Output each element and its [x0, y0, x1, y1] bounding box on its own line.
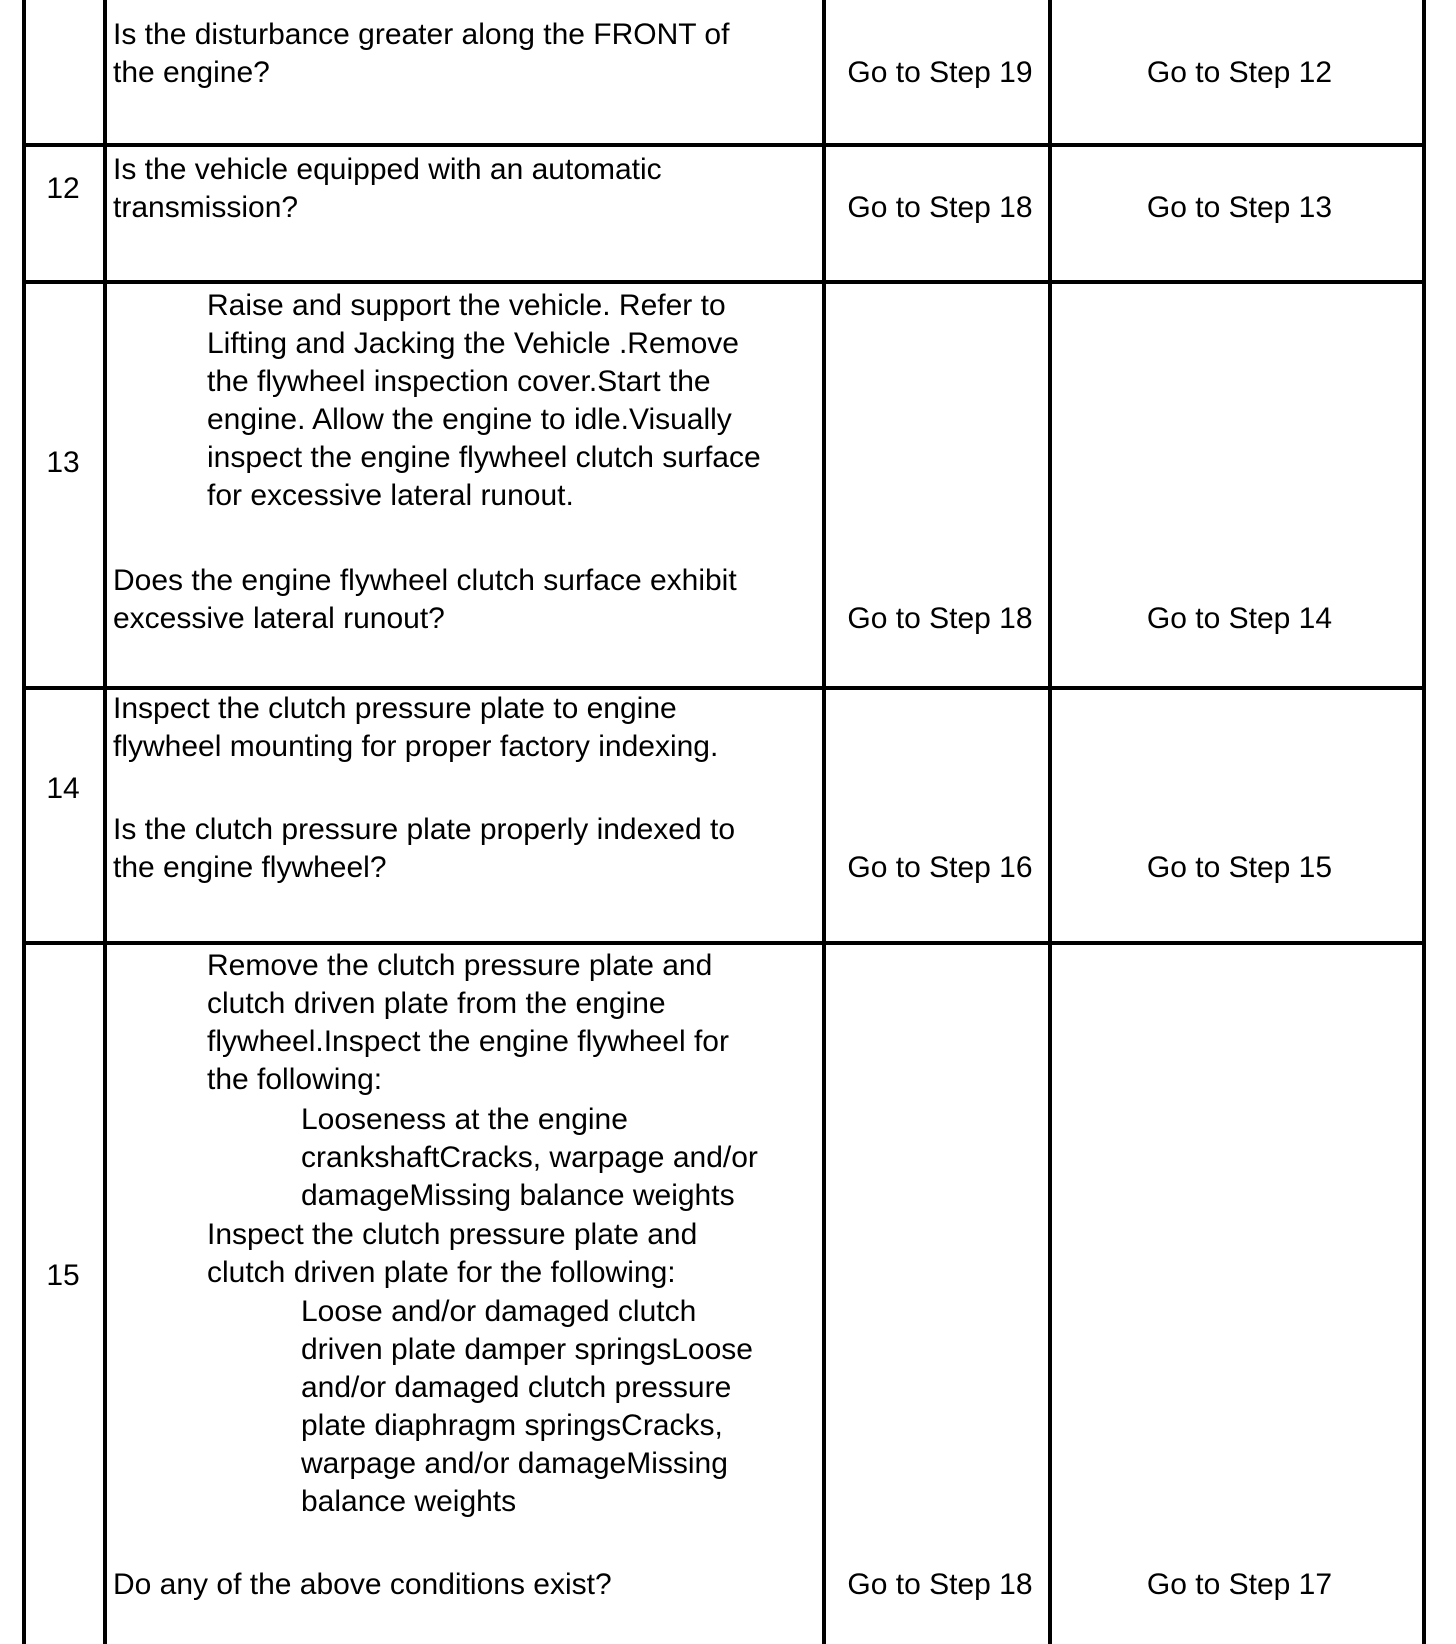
no-action: Go to Step 17: [1146, 1568, 1333, 1601]
text-line: Is the vehicle equipped with an automatic: [113, 153, 662, 186]
step-question: [113, 1566, 612, 1604]
step-number: 13: [46, 446, 80, 479]
text-line: clutch driven plate from the engine: [207, 987, 666, 1020]
list-item: warpage and/or damageMissing: [301, 1447, 728, 1480]
text-line: the flywheel inspection cover.Start the: [207, 365, 711, 398]
text-line: Inspect the clutch pressure plate and: [207, 1218, 698, 1251]
no-action: Go to Step 14: [1146, 602, 1333, 635]
step-question: [113, 811, 735, 887]
text-line: the engine?: [113, 56, 270, 89]
text-line: Is the clutch pressure plate properly indexed to: [113, 813, 736, 846]
text-line: inspect the engine flywheel clutch surface: [207, 441, 761, 474]
text-line: flywheel mounting for proper factory indexing.: [113, 730, 719, 763]
text-line: Inspect the clutch pressure plate to engine: [113, 692, 677, 725]
text-line: Raise and support the vehicle. Refer to: [207, 289, 726, 322]
text-line: for excessive lateral runout.: [207, 479, 574, 512]
text-line: excessive lateral runout?: [113, 602, 445, 635]
step-number: 14: [46, 772, 80, 805]
step-action: [207, 947, 729, 1099]
text-line: transmission?: [113, 191, 299, 224]
list-item: crankshaftCracks, warpage and/or: [301, 1141, 758, 1174]
text-line: Does the engine flywheel clutch surface exhibit: [113, 564, 737, 597]
condition-list: [301, 1101, 758, 1215]
list-item: driven plate damper springsLoose: [301, 1333, 753, 1366]
list-item: and/or damaged clutch pressure: [301, 1371, 732, 1404]
yes-action: Go to Step 18: [847, 191, 1033, 224]
text-line: the following:: [207, 1063, 383, 1096]
list-item: Loose and/or damaged clutch: [301, 1295, 697, 1328]
text-line: Is the disturbance greater along the FRONT of: [113, 18, 730, 51]
text-line: the engine flywheel?: [113, 851, 387, 884]
yes-action: Go to Step 18: [847, 1568, 1033, 1601]
step-action: [207, 287, 761, 515]
no-action: Go to Step 13: [1146, 191, 1333, 224]
row-divider: [22, 143, 1426, 147]
no-action: Go to Step 15: [1146, 851, 1333, 884]
step-question: [113, 16, 729, 92]
step-number: 15: [46, 1259, 80, 1292]
yes-action: Go to Step 16: [847, 851, 1033, 884]
step-question: [113, 151, 662, 227]
step-action: [207, 1216, 697, 1292]
text-line: Remove the clutch pressure plate and: [207, 949, 713, 982]
table-border-left: [22, 0, 26, 1644]
text-line: Do any of the above conditions exist?: [113, 1568, 612, 1601]
list-item: balance weights: [301, 1485, 517, 1518]
text-line: Lifting and Jacking the Vehicle .Remove: [207, 327, 739, 360]
list-item: damageMissing balance weights: [301, 1179, 735, 1212]
column-divider-step: [103, 0, 107, 1644]
step-question: [113, 562, 737, 638]
no-action: Go to Step 12: [1146, 56, 1333, 89]
yes-action: Go to Step 19: [847, 56, 1033, 89]
row-divider: [22, 280, 1426, 284]
condition-list: [301, 1293, 753, 1521]
table-border-right: [1422, 0, 1426, 1644]
list-item: Looseness at the engine: [301, 1103, 628, 1136]
step-action: [113, 690, 718, 766]
list-item: plate diaphragm springsCracks,: [301, 1409, 723, 1442]
column-divider-yes: [1048, 0, 1052, 1644]
row-divider: [22, 941, 1426, 945]
text-line: flywheel.Inspect the engine flywheel for: [207, 1025, 729, 1058]
yes-action: Go to Step 18: [847, 602, 1033, 635]
text-line: clutch driven plate for the following:: [207, 1256, 676, 1289]
text-line: engine. Allow the engine to idle.Visually: [207, 403, 732, 436]
step-number: 12: [46, 172, 80, 205]
column-divider-action: [822, 0, 826, 1644]
